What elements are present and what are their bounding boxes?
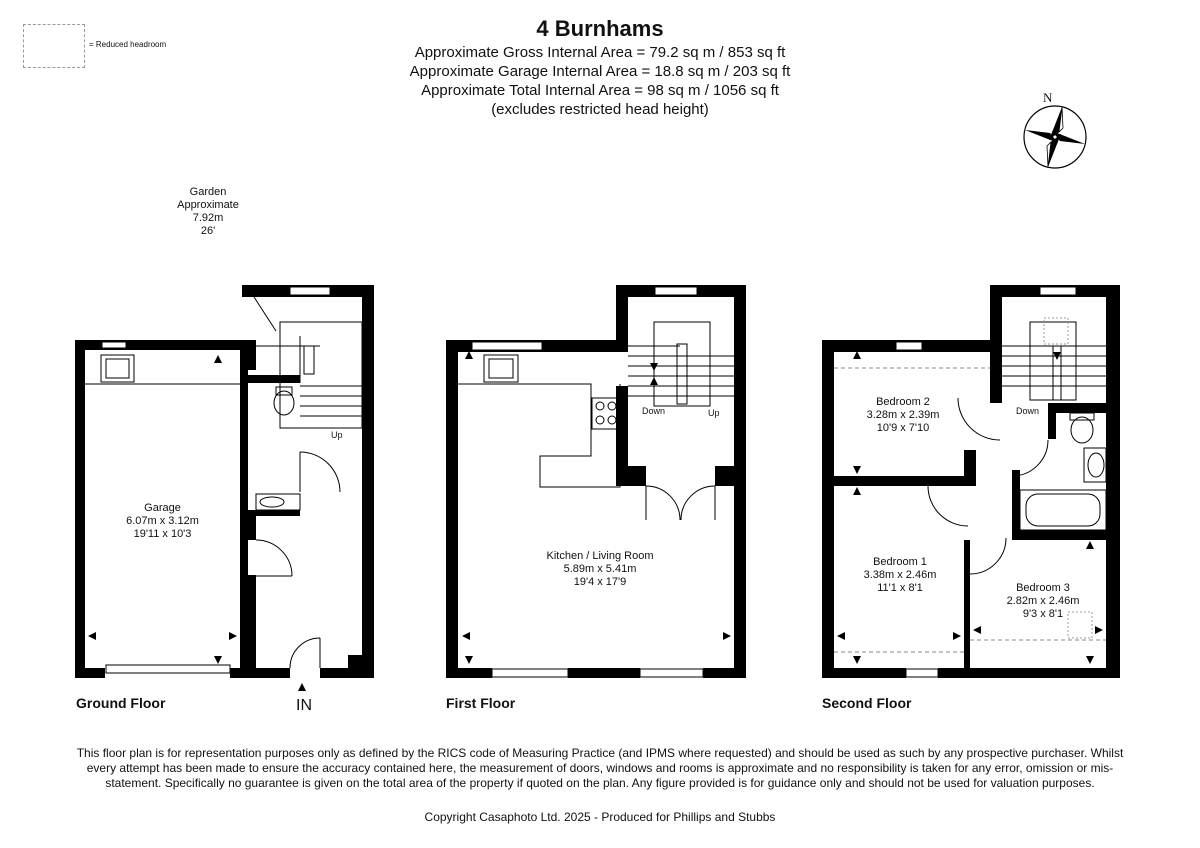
ground-floor-label: Ground Floor xyxy=(76,695,166,711)
entrance-label: IN xyxy=(296,697,312,714)
first-floor-label: First Floor xyxy=(446,695,516,711)
garage-label xyxy=(85,502,240,541)
garden-metric: 7.92m xyxy=(192,212,224,224)
bedroom1-imperial: 11'1 x 8'1 xyxy=(877,582,923,594)
garden-label xyxy=(150,186,266,238)
bedroom2-imperial: 10'9 x 7'10 xyxy=(876,422,930,434)
kitchen-metric: 5.89m x 5.41m xyxy=(563,563,637,575)
second-stairs-down-label: Down xyxy=(1016,406,1040,416)
bedroom1-label xyxy=(840,556,960,595)
bedroom2-label xyxy=(846,396,960,435)
disclaimer-text: This floor plan is for representation purposes only as defined by the RICS code of Measuring Practice (and IPMS where requested) and should be used as such by any prospective purchaser. Whilst every attempt has been made to ensure the accuracy contained here, the measurement of doors, windows and rooms is approximate and no responsibility is taken for any error, omission or mis-statement. Specifically no guarantee is given on the total area of the property if quoted on the plan. Any figure provided is for guidance only and should not be used for valuation purposes. xyxy=(76,746,1124,790)
second-floor-label: Second Floor xyxy=(822,695,912,711)
legend-text: = Reduced headroom xyxy=(89,40,167,49)
bedroom1-metric: 3.38m x 2.46m xyxy=(863,569,937,581)
page-title: 4 Burnhams xyxy=(536,16,664,41)
garden-approx: Approximate xyxy=(177,199,239,211)
ground-stairs-up-label: Up xyxy=(331,430,343,440)
garage-metric: 6.07m x 3.12m xyxy=(126,515,199,527)
garage-imperial: 19'11 x 10'3 xyxy=(133,528,192,540)
garden-name: Garden xyxy=(189,186,227,198)
gross-area-text: Approximate Gross Internal Area = 79.2 sq m / 853 sq ft xyxy=(414,44,786,61)
bedroom3-imperial: 9'3 x 8'1 xyxy=(1022,608,1064,620)
compass-icon xyxy=(1024,106,1086,168)
area-note: (excludes restricted head height) xyxy=(491,101,709,118)
bedroom1-name: Bedroom 1 xyxy=(873,556,927,568)
garage-area-text: Approximate Garage Internal Area = 18.8 sq m / 203 sq ft xyxy=(409,63,791,80)
copyright-text: Copyright Casaphoto Ltd. 2025 - Produced for Phillips and Stubbs xyxy=(424,810,776,824)
bedroom2-metric: 3.28m x 2.39m xyxy=(866,409,940,421)
garage-name: Garage xyxy=(144,502,181,514)
kitchen-living-label xyxy=(510,550,690,589)
garden-imperial: 26' xyxy=(200,225,216,237)
kitchen-imperial: 19'4 x 17'9 xyxy=(573,576,627,588)
bedroom3-name: Bedroom 3 xyxy=(1016,582,1070,594)
total-area-text: Approximate Total Internal Area = 98 sq m / 1056 sq ft xyxy=(421,82,779,99)
kitchen-name: Kitchen / Living Room xyxy=(546,550,654,562)
first-stairs-up-label: Up xyxy=(708,408,720,418)
bedroom3-metric: 2.82m x 2.46m xyxy=(1006,595,1080,607)
bedroom2-name: Bedroom 2 xyxy=(876,396,930,408)
bedroom3-label xyxy=(984,582,1102,621)
compass-north-label: N xyxy=(1043,90,1053,105)
first-stairs-down-label: Down xyxy=(642,406,666,416)
